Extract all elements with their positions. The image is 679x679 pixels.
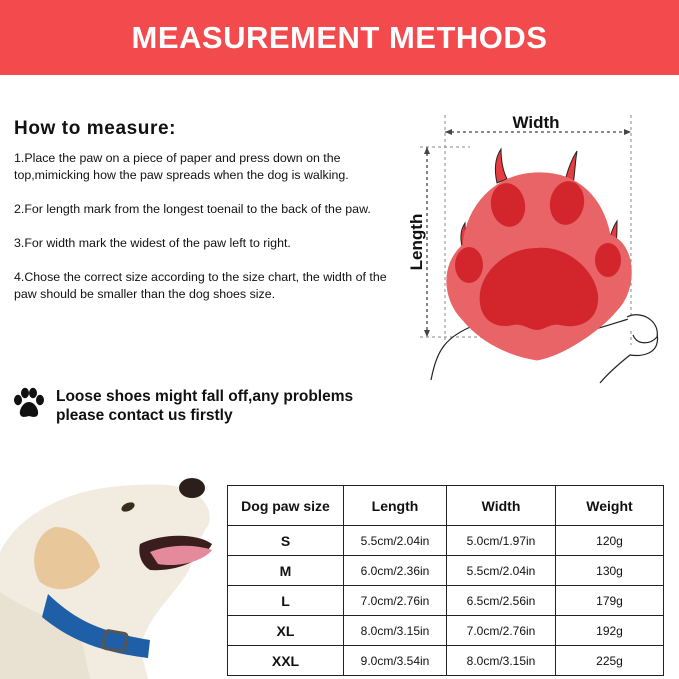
- table-row: [228, 646, 664, 676]
- width-cell: 8.0cm/3.15in: [447, 646, 556, 676]
- page-title: MEASUREMENT METHODS: [131, 19, 548, 55]
- dog-photo: [0, 472, 225, 679]
- instruction-step: 2.For length mark from the longest toenail to the back of the paw.: [14, 202, 371, 216]
- table-row: [228, 526, 664, 556]
- size-cell: XL: [228, 616, 344, 646]
- width-cell: 5.5cm/2.04in: [447, 556, 556, 586]
- width-cell: 6.5cm/2.56in: [447, 586, 556, 616]
- length-cell: 5.5cm/2.04in: [344, 526, 447, 556]
- table-header-row: [228, 486, 664, 526]
- weight-cell: 179g: [556, 586, 664, 616]
- table-row: [228, 586, 664, 616]
- instruction-step: 1.Place the paw on a piece of paper and press down on the top,mimicking how the paw spreads when the dog is walking.: [14, 151, 349, 182]
- size-cell: M: [228, 556, 344, 586]
- weight-cell: 130g: [556, 556, 664, 586]
- length-cell: 6.0cm/2.36in: [344, 556, 447, 586]
- length-cell: 9.0cm/3.54in: [344, 646, 447, 676]
- width-cell: 7.0cm/2.76in: [447, 616, 556, 646]
- column-header: Dog paw size: [228, 486, 344, 526]
- paw-measure-diagram: [405, 105, 675, 390]
- paw-illustration: [447, 149, 631, 360]
- header-banner: [0, 0, 679, 75]
- size-cell: XXL: [228, 646, 344, 676]
- size-chart-table: [227, 485, 664, 676]
- instruction-step: 3.For width mark the widest of the paw left to right.: [14, 236, 291, 250]
- weight-cell: 225g: [556, 646, 664, 676]
- table-row: [228, 556, 664, 586]
- note-text: Loose shoes might fall off,any problems please contact us firstly: [56, 388, 354, 424]
- fit-note: [12, 387, 401, 425]
- width-label: Width: [512, 113, 560, 132]
- paw-print-icon: [12, 387, 46, 421]
- column-header: Length: [344, 486, 447, 526]
- instruction-step: 4.Chose the correct size according to the size chart, the width of the paw should be smaller than the dog shoes size.: [14, 270, 387, 301]
- table-row: [228, 616, 664, 646]
- weight-cell: 192g: [556, 616, 664, 646]
- size-cell: S: [228, 526, 344, 556]
- weight-cell: 120g: [556, 526, 664, 556]
- length-cell: 7.0cm/2.76in: [344, 586, 447, 616]
- column-header: Weight: [556, 486, 664, 526]
- column-header: Width: [447, 486, 556, 526]
- howto-heading: How to measure:: [14, 118, 177, 139]
- width-cell: 5.0cm/1.97in: [447, 526, 556, 556]
- length-label: Length: [407, 213, 426, 271]
- length-cell: 8.0cm/3.15in: [344, 616, 447, 646]
- size-cell: L: [228, 586, 344, 616]
- instruction-steps: [14, 150, 394, 320]
